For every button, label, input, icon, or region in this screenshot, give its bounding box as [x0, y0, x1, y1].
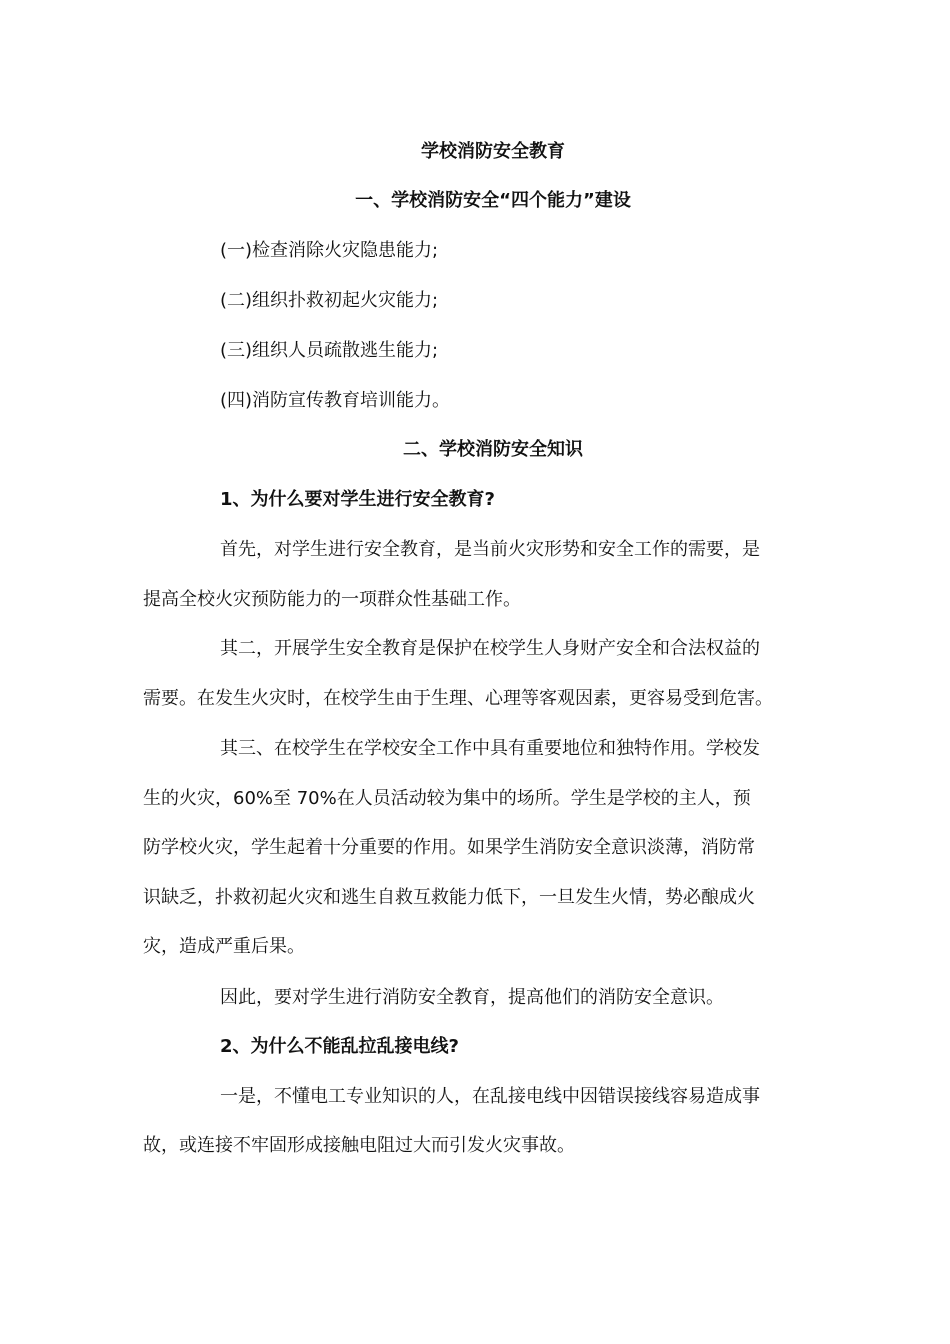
paragraph-line: 防学校火灾，学生起着十分重要的作用。如果学生消防安全意识淡薄，消防常 [143, 837, 755, 858]
document-title: 学校消防安全教育 [421, 141, 565, 162]
list-item: (三)组织人员疏散逃生能力; [220, 340, 439, 361]
list-item: (一)检查消除火灾隐患能力; [220, 240, 439, 261]
paragraph-line: 一是，不懂电工专业知识的人，在乱接电线中因错误接线容易造成事 [220, 1086, 760, 1107]
paragraph-line: 生的火灾，60%至 70%在人员活动较为集中的场所。学生是学校的主人，预 [143, 788, 751, 809]
section-heading-1: 一、学校消防安全“四个能力”建设 [355, 190, 631, 211]
paragraph-line: 灾，造成严重后果。 [143, 936, 305, 957]
paragraph-line: 识缺乏，扑救初起火灾和逃生自救互救能力低下，一旦发生火情，势必酿成火 [143, 887, 755, 908]
list-item: (四)消防宣传教育培训能力。 [220, 390, 451, 411]
paragraph-line: 因此，要对学生进行消防安全教育，提高他们的消防安全意识。 [220, 987, 724, 1008]
list-item: (二)组织扑救初起火灾能力; [220, 290, 439, 311]
question-heading-2: 2、为什么不能乱拉乱接电线? [220, 1036, 459, 1057]
paragraph-line: 首先，对学生进行安全教育，是当前火灾形势和安全工作的需要，是 [220, 539, 760, 560]
paragraph-line: 其二，开展学生安全教育是保护在校学生人身财产安全和合法权益的 [220, 638, 760, 659]
question-heading-1: 1、为什么要对学生进行安全教育? [220, 489, 495, 510]
paragraph-line: 其三、在校学生在学校安全工作中具有重要地位和独特作用。学校发 [220, 738, 760, 759]
paragraph-line: 需要。在发生火灾时，在校学生由于生理、心理等客观因素，更容易受到危害。 [143, 688, 773, 709]
section-heading-2: 二、学校消防安全知识 [403, 439, 583, 460]
paragraph-line: 故，或连接不牢固形成接触电阻过大而引发火灾事故。 [143, 1135, 575, 1156]
paragraph-line: 提高全校火灾预防能力的一项群众性基础工作。 [143, 589, 521, 610]
